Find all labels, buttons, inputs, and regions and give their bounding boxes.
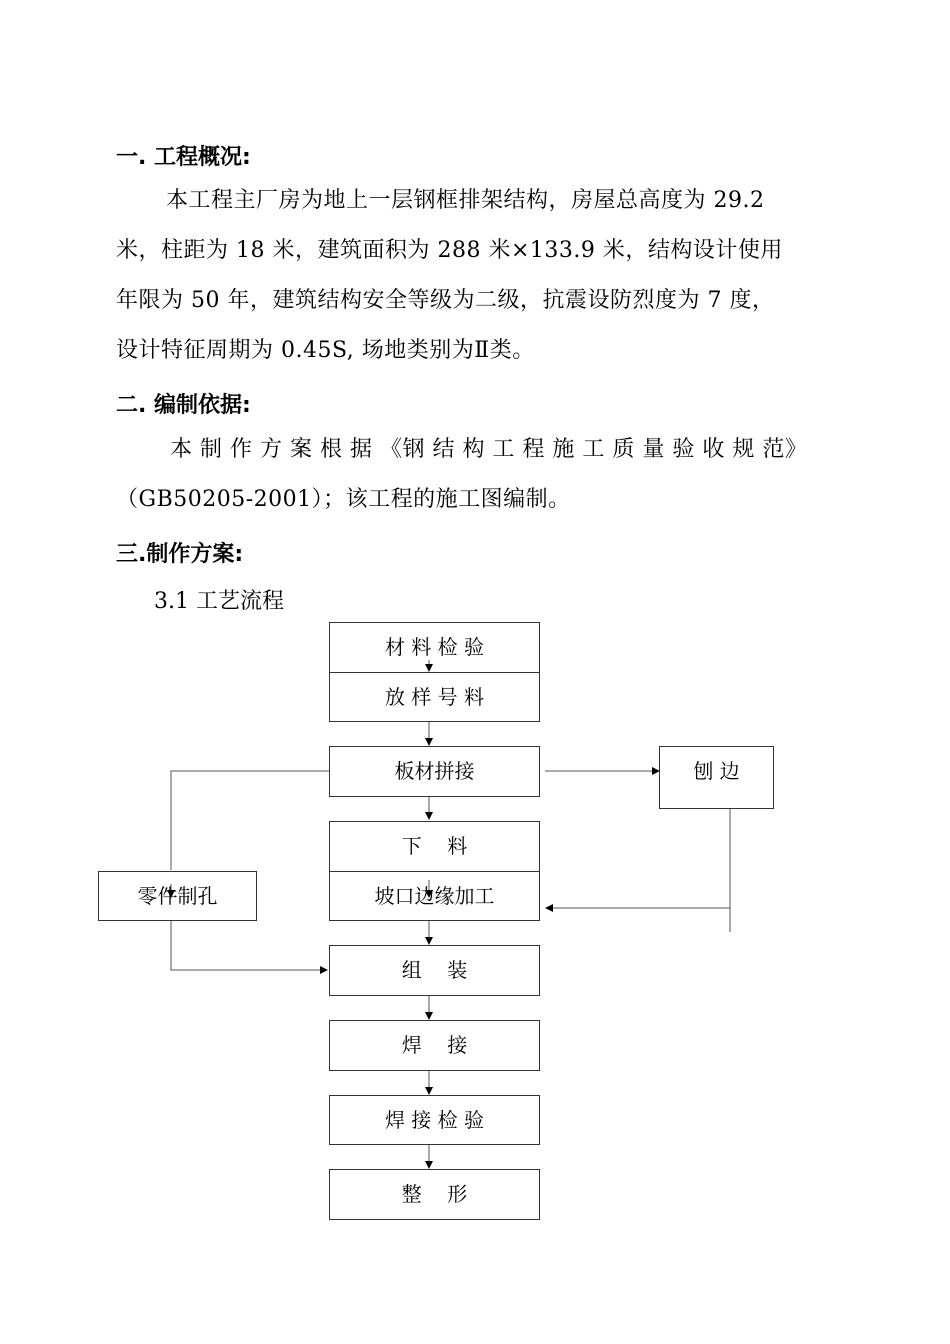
flow-label-shaping: 整 形	[401, 1182, 468, 1206]
flow-box-material-inspection	[329, 622, 540, 672]
section-1-heading: 一. 工程概况:	[116, 145, 251, 170]
flow-label-part-drilling: 零件制孔	[137, 884, 218, 908]
section-2-heading: 二. 编制依据:	[116, 393, 251, 418]
process-flow-subheading: 3.1 工艺流程	[154, 589, 284, 614]
flow-box-planing-edge	[659, 746, 774, 809]
flow-box-shaping	[329, 1169, 540, 1220]
flow-box-weld-inspection	[329, 1095, 540, 1145]
section-1-line-2: 米，柱距为 18 米，建筑面积为 288 米×133.9 米，结构设计使用	[116, 238, 783, 263]
flow-box-welding	[329, 1020, 540, 1071]
flow-label-cutting: 下 料	[401, 834, 468, 858]
flow-label-planing-edge: 刨 边	[693, 759, 740, 783]
flow-label-material-inspection: 材 料 检 验	[384, 635, 485, 659]
line-splicing-to-drilling	[171, 771, 329, 870]
flow-box-assembly	[329, 945, 540, 996]
flow-box-plate-splicing	[329, 746, 540, 797]
section-1-line-1: 本工程主厂房为地上一层钢框排架结构，房屋总高度为 29.2	[166, 188, 765, 213]
section-2-line-1: 本 制 作 方 案 根 据 《钢 结 构 工 程 施 工 质 量 验 收 规 范》	[170, 437, 808, 462]
flow-label-assembly: 组 装	[401, 958, 468, 982]
section-2-line-2: （GB50205-2001）；该工程的施工图编制。	[116, 487, 571, 512]
flow-label-plate-splicing: 板材拼接	[394, 759, 475, 783]
arrow-drilling-to-assembly	[171, 920, 327, 970]
flow-box-groove-processing	[329, 871, 540, 921]
flow-label-weld-inspection: 焊 接 检 验	[384, 1108, 485, 1132]
flow-box-part-drilling	[98, 871, 257, 921]
section-1-line-3: 年限为 50 年，建筑结构安全等级为二级，抗震设防烈度为 7 度，	[116, 288, 775, 313]
section-1-line-4: 设计特征周期为 0.45S, 场地类别为Ⅱ类。	[116, 338, 535, 363]
flow-label-welding: 焊 接	[401, 1033, 468, 1057]
section-3-heading: 三.制作方案:	[116, 542, 244, 567]
flow-box-cutting	[329, 821, 540, 871]
flow-label-groove-processing: 坡口边缘加工	[374, 884, 495, 908]
flow-box-layout-marking	[329, 672, 540, 722]
flow-label-layout-marking: 放 样 号 料	[384, 685, 485, 709]
